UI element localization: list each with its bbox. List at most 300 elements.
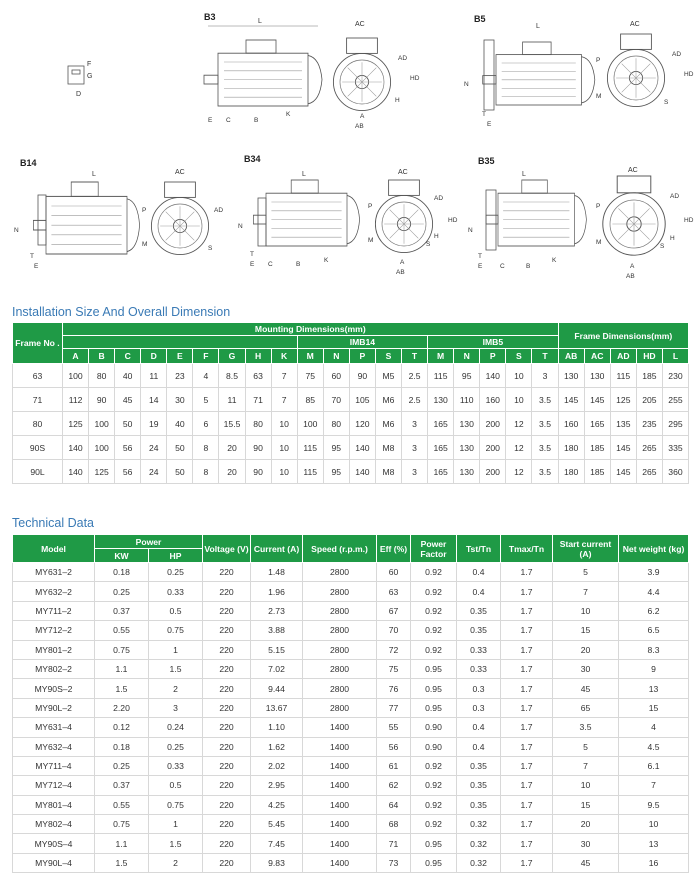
table-cell: 24 — [141, 436, 167, 460]
tmax-header: Tmax/Tn — [501, 535, 553, 563]
installation-col-header: N — [323, 349, 349, 364]
table-row — [13, 795, 689, 814]
table-cell: 10 — [553, 776, 619, 795]
table-cell: 0.3 — [457, 679, 501, 698]
motor-dimension-drawings — [0, 0, 700, 300]
table-cell: 3.5 — [553, 718, 619, 737]
table-cell: 1400 — [303, 795, 377, 814]
table-cell: 72 — [377, 640, 411, 659]
table-cell: 185 — [584, 460, 610, 484]
svg-text:N: N — [468, 227, 473, 234]
table-cell: 7 — [553, 582, 619, 601]
table-cell: M8 — [375, 436, 401, 460]
table-cell: 55 — [377, 718, 411, 737]
table-cell: 145 — [584, 388, 610, 412]
svg-text:B: B — [296, 261, 301, 268]
table-cell: 3.5 — [532, 412, 558, 436]
table-cell: 255 — [662, 388, 688, 412]
svg-text:C: C — [500, 263, 505, 270]
svg-text:AB: AB — [396, 269, 405, 276]
table-cell: 0.25 — [149, 563, 203, 582]
installation-section-title: Installation Size And Overall Dimension — [12, 305, 231, 319]
table-cell: 71 — [245, 388, 271, 412]
table-cell: 0.33 — [149, 756, 203, 775]
table-cell: 1400 — [303, 776, 377, 795]
installation-col-header: S — [375, 349, 401, 364]
table-row — [13, 718, 689, 737]
net-weight-header: Net weight (kg) — [619, 535, 689, 563]
table-cell: 0.92 — [411, 601, 457, 620]
installation-col-header: S — [506, 349, 532, 364]
speed-header: Speed (r.p.m.) — [303, 535, 377, 563]
installation-table — [12, 322, 689, 484]
table-cell: 70 — [377, 621, 411, 640]
view-title-b35: B35 — [478, 156, 495, 166]
table-cell: 112 — [63, 388, 89, 412]
table-cell: 220 — [203, 640, 251, 659]
model-cell: MY632–4 — [13, 737, 95, 756]
table-cell: 0.75 — [95, 815, 149, 834]
table-row — [13, 834, 689, 853]
table-cell: 0.35 — [457, 795, 501, 814]
svg-text:S: S — [660, 243, 665, 250]
installation-col-header: H — [245, 349, 271, 364]
table-cell: 265 — [636, 436, 662, 460]
table-cell: M6 — [375, 388, 401, 412]
table-cell: 3.5 — [532, 460, 558, 484]
svg-text:AC: AC — [355, 21, 365, 28]
table-cell: 1.7 — [501, 601, 553, 620]
svg-text:C: C — [268, 261, 273, 268]
table-cell: 0.33 — [457, 659, 501, 678]
table-cell: 56 — [115, 460, 141, 484]
table-cell: 1.5 — [95, 853, 149, 872]
model-cell: MY801–4 — [13, 795, 95, 814]
table-cell: 64 — [377, 795, 411, 814]
table-cell: 1.7 — [501, 563, 553, 582]
table-cell: 20 — [219, 460, 245, 484]
svg-text:AB: AB — [355, 123, 364, 130]
table-cell: 45 — [115, 388, 141, 412]
table-cell: 200 — [480, 460, 506, 484]
table-cell: 145 — [610, 436, 636, 460]
frame-no-cell: 80 — [13, 412, 63, 436]
shaft-label-d: D — [76, 91, 82, 98]
svg-text:K: K — [552, 257, 557, 264]
table-cell: 145 — [610, 460, 636, 484]
imb5-header: IMB5 — [428, 336, 559, 349]
table-cell: 130 — [454, 412, 480, 436]
svg-text:N: N — [238, 223, 243, 230]
table-cell: 0.95 — [411, 853, 457, 872]
table-cell: 7.45 — [251, 834, 303, 853]
table-cell: 40 — [167, 412, 193, 436]
kw-header: KW — [95, 549, 149, 563]
svg-text:HD: HD — [684, 217, 694, 224]
imb14-header: IMB14 — [297, 336, 427, 349]
svg-text:AC: AC — [398, 169, 408, 176]
table-cell: 0.35 — [457, 621, 501, 640]
table-cell: 13.67 — [251, 698, 303, 717]
table-cell: 3.5 — [532, 388, 558, 412]
table-cell: 20 — [553, 640, 619, 659]
view-b34 — [238, 154, 458, 276]
table-cell: 2.95 — [251, 776, 303, 795]
table-cell: 1.7 — [501, 640, 553, 659]
table-cell: 12 — [506, 460, 532, 484]
model-cell: MY712–4 — [13, 776, 95, 795]
table-cell: 15 — [619, 698, 689, 717]
table-cell: 220 — [203, 795, 251, 814]
table-cell: 220 — [203, 582, 251, 601]
technical-table — [12, 534, 689, 873]
technical-section-title: Technical Data — [12, 516, 94, 530]
model-cell: MY801–2 — [13, 640, 95, 659]
table-cell: 100 — [89, 412, 115, 436]
table-cell: 73 — [377, 853, 411, 872]
table-cell: 16 — [619, 853, 689, 872]
svg-text:T: T — [30, 253, 34, 260]
table-cell: 50 — [115, 412, 141, 436]
table-cell: 11 — [219, 388, 245, 412]
svg-text:A: A — [400, 259, 405, 266]
table-cell: 0.92 — [411, 756, 457, 775]
table-row — [13, 698, 689, 717]
table-cell: 95 — [323, 436, 349, 460]
table-cell: 0.95 — [411, 698, 457, 717]
table-cell: 2 — [149, 853, 203, 872]
table-cell: 0.32 — [457, 815, 501, 834]
installation-col-header: E — [167, 349, 193, 364]
table-cell: 130 — [584, 364, 610, 388]
svg-text:L: L — [536, 23, 540, 30]
table-cell: 335 — [662, 436, 688, 460]
table-cell: 1.7 — [501, 853, 553, 872]
table-cell: 61 — [377, 756, 411, 775]
table-cell: 0.35 — [457, 601, 501, 620]
table-cell: 2800 — [303, 621, 377, 640]
installation-col-header: A — [63, 349, 89, 364]
table-cell: 0.18 — [95, 563, 149, 582]
svg-text:K: K — [286, 111, 291, 118]
svg-text:H: H — [434, 233, 439, 240]
svg-text:AC: AC — [175, 169, 185, 176]
table-cell: 185 — [636, 364, 662, 388]
installation-column-headers — [13, 349, 689, 364]
table-cell: 1.7 — [501, 582, 553, 601]
table-cell: 0.32 — [457, 834, 501, 853]
table-cell: 10 — [506, 388, 532, 412]
view-title-b3: B3 — [204, 12, 216, 22]
model-cell: MY711–4 — [13, 756, 95, 775]
svg-text:AD: AD — [434, 195, 444, 202]
table-cell: 1400 — [303, 756, 377, 775]
svg-text:L: L — [302, 171, 306, 178]
table-cell: 90 — [245, 436, 271, 460]
table-cell: 60 — [377, 563, 411, 582]
shaft-label-f: F — [87, 61, 92, 68]
table-row — [13, 756, 689, 775]
svg-text:HD: HD — [448, 217, 458, 224]
table-cell: 0.37 — [95, 601, 149, 620]
table-cell: 1400 — [303, 815, 377, 834]
table-cell: 1.48 — [251, 563, 303, 582]
table-cell: 1.7 — [501, 737, 553, 756]
installation-col-header: K — [271, 349, 297, 364]
svg-text:B: B — [526, 263, 531, 270]
table-cell: 0.25 — [95, 582, 149, 601]
table-cell: 63 — [377, 582, 411, 601]
table-cell: 90 — [349, 364, 375, 388]
model-cell: MY802–2 — [13, 659, 95, 678]
table-row — [13, 815, 689, 834]
frame-no-cell: 90L — [13, 460, 63, 484]
table-cell: 70 — [323, 388, 349, 412]
table-cell: 0.92 — [411, 640, 457, 659]
table-cell: 1.7 — [501, 698, 553, 717]
table-cell: 0.33 — [457, 640, 501, 659]
svg-text:E: E — [487, 121, 492, 128]
model-cell: MY802–4 — [13, 815, 95, 834]
table-cell: 140 — [349, 436, 375, 460]
table-row — [13, 388, 689, 412]
svg-text:P: P — [596, 57, 601, 64]
eff-header: Eff (%) — [377, 535, 411, 563]
table-cell: 1.7 — [501, 776, 553, 795]
model-cell: MY712–2 — [13, 621, 95, 640]
table-cell: 56 — [115, 436, 141, 460]
table-cell: 5 — [553, 737, 619, 756]
table-cell: 3 — [149, 698, 203, 717]
view-title-b14: B14 — [20, 158, 37, 168]
table-cell: 50 — [167, 436, 193, 460]
table-cell: 9.5 — [619, 795, 689, 814]
view-title-b5: B5 — [474, 14, 486, 24]
svg-text:P: P — [596, 203, 601, 210]
installation-col-header: P — [349, 349, 375, 364]
view-b35 — [468, 156, 694, 280]
table-cell: 130 — [454, 436, 480, 460]
table-cell: M5 — [375, 364, 401, 388]
table-row — [13, 621, 689, 640]
installation-col-header: AD — [610, 349, 636, 364]
installation-col-header: HD — [636, 349, 662, 364]
svg-text:N: N — [464, 81, 469, 88]
table-cell: 2.20 — [95, 698, 149, 717]
table-cell: 0.18 — [95, 737, 149, 756]
table-row — [13, 412, 689, 436]
table-cell: 120 — [349, 412, 375, 436]
svg-text:K: K — [324, 257, 329, 264]
shaft-label-g: G — [87, 73, 93, 80]
table-cell: 0.37 — [95, 776, 149, 795]
table-cell: 1.10 — [251, 718, 303, 737]
table-cell: 235 — [636, 412, 662, 436]
view-b14 — [14, 158, 223, 270]
table-row — [13, 601, 689, 620]
table-cell: 0.12 — [95, 718, 149, 737]
table-cell: 220 — [203, 756, 251, 775]
model-cell: MY631–4 — [13, 718, 95, 737]
table-cell: 220 — [203, 834, 251, 853]
table-cell: 0.25 — [95, 756, 149, 775]
table-cell: 6 — [193, 412, 219, 436]
table-cell: 1.7 — [501, 679, 553, 698]
table-cell: 0.4 — [457, 582, 501, 601]
svg-text:L: L — [92, 171, 96, 178]
table-row — [13, 563, 689, 582]
model-cell: MY711–2 — [13, 601, 95, 620]
table-cell: 80 — [89, 364, 115, 388]
table-cell: 15.5 — [219, 412, 245, 436]
table-cell: 7.02 — [251, 659, 303, 678]
table-cell: 4.4 — [619, 582, 689, 601]
table-cell: 1.7 — [501, 718, 553, 737]
installation-col-header: B — [89, 349, 115, 364]
svg-text:AD: AD — [670, 193, 680, 200]
model-cell: MY632–2 — [13, 582, 95, 601]
table-cell: 10 — [506, 364, 532, 388]
table-cell: 1.62 — [251, 737, 303, 756]
table-cell: 1400 — [303, 718, 377, 737]
svg-text:E: E — [250, 261, 255, 268]
table-cell: 10 — [619, 815, 689, 834]
svg-text:HD: HD — [684, 71, 694, 78]
table-cell: 0.4 — [457, 718, 501, 737]
frame-no-cell: 71 — [13, 388, 63, 412]
table-cell: 140 — [480, 364, 506, 388]
table-cell: 11 — [141, 364, 167, 388]
table-cell: 1 — [149, 640, 203, 659]
table-cell: 7 — [271, 364, 297, 388]
table-cell: 115 — [297, 460, 323, 484]
table-cell: 360 — [662, 460, 688, 484]
table-cell: 0.92 — [411, 795, 457, 814]
table-cell: 71 — [377, 834, 411, 853]
power-header: Power — [95, 535, 203, 549]
table-cell: 67 — [377, 601, 411, 620]
model-cell: MY631–2 — [13, 563, 95, 582]
table-cell: 75 — [297, 364, 323, 388]
svg-text:A: A — [360, 113, 365, 120]
table-cell: 85 — [297, 388, 323, 412]
table-cell: 200 — [480, 412, 506, 436]
table-cell: 220 — [203, 659, 251, 678]
svg-text:L: L — [258, 18, 262, 25]
start-current-header: Start current (A) — [553, 535, 619, 563]
table-cell: M8 — [375, 460, 401, 484]
table-cell: 5 — [193, 388, 219, 412]
table-cell: 7 — [271, 388, 297, 412]
table-cell: 0.5 — [149, 776, 203, 795]
table-cell: 0.92 — [411, 776, 457, 795]
frame-no-header: Frame No . — [13, 323, 63, 364]
table-cell: 3.9 — [619, 563, 689, 582]
installation-col-header: T — [402, 349, 428, 364]
installation-col-header: F — [193, 349, 219, 364]
table-cell: 7 — [619, 776, 689, 795]
installation-col-header: D — [141, 349, 167, 364]
table-cell: 0.55 — [95, 621, 149, 640]
svg-text:T: T — [250, 251, 254, 258]
svg-text:E: E — [208, 117, 213, 124]
svg-text:S: S — [664, 99, 669, 106]
table-cell: 220 — [203, 601, 251, 620]
installation-col-header: AC — [584, 349, 610, 364]
svg-text:M: M — [596, 239, 602, 246]
table-cell: 1400 — [303, 853, 377, 872]
frame-no-cell: 63 — [13, 364, 63, 388]
table-cell: 60 — [323, 364, 349, 388]
table-cell: 8.5 — [219, 364, 245, 388]
table-cell: 3 — [532, 364, 558, 388]
table-cell: 8 — [193, 460, 219, 484]
table-cell: 0.75 — [149, 621, 203, 640]
table-cell: 220 — [203, 776, 251, 795]
table-cell: 105 — [349, 388, 375, 412]
table-cell: 95 — [454, 364, 480, 388]
hp-header: HP — [149, 549, 203, 563]
table-cell: 2.02 — [251, 756, 303, 775]
table-cell: 160 — [558, 412, 584, 436]
svg-text:AD: AD — [214, 207, 224, 214]
table-cell: 140 — [63, 436, 89, 460]
frame-dimensions-header: Frame Dimensions(mm) — [558, 323, 688, 349]
table-cell: 0.95 — [411, 659, 457, 678]
table-cell: 0.25 — [149, 737, 203, 756]
table-cell: 295 — [662, 412, 688, 436]
table-cell: 1.7 — [501, 795, 553, 814]
table-cell: 2.73 — [251, 601, 303, 620]
view-b5 — [464, 14, 694, 128]
table-cell: 100 — [89, 436, 115, 460]
mounting-dimensions-header: Mounting Dimensions(mm) — [63, 323, 559, 336]
table-cell: 1400 — [303, 834, 377, 853]
table-cell: 0.92 — [411, 563, 457, 582]
table-cell: 220 — [203, 815, 251, 834]
table-cell: 19 — [141, 412, 167, 436]
model-cell: MY90L–2 — [13, 698, 95, 717]
frame-no-cell: 90S — [13, 436, 63, 460]
table-cell: 24 — [141, 460, 167, 484]
svg-text:B: B — [254, 117, 259, 124]
svg-text:P: P — [142, 207, 147, 214]
table-cell: 1.96 — [251, 582, 303, 601]
table-cell: 100 — [297, 412, 323, 436]
table-cell: 3 — [402, 436, 428, 460]
table-cell: 2800 — [303, 698, 377, 717]
table-cell: 12 — [506, 412, 532, 436]
voltage-header: Voltage (V) — [203, 535, 251, 563]
table-cell: 9 — [619, 659, 689, 678]
table-cell: 30 — [553, 659, 619, 678]
table-cell: 1.7 — [501, 621, 553, 640]
table-cell: 0.4 — [457, 737, 501, 756]
table-cell: 23 — [167, 364, 193, 388]
table-cell: 5.45 — [251, 815, 303, 834]
current-header: Current (A) — [251, 535, 303, 563]
table-cell: 220 — [203, 621, 251, 640]
table-cell: 68 — [377, 815, 411, 834]
svg-text:A: A — [630, 263, 635, 270]
table-cell: 2800 — [303, 563, 377, 582]
svg-text:C: C — [226, 117, 231, 124]
table-cell: 0.92 — [411, 582, 457, 601]
installation-col-header: M — [297, 349, 323, 364]
table-cell: 205 — [636, 388, 662, 412]
table-cell: 1400 — [303, 737, 377, 756]
model-cell: MY90S–2 — [13, 679, 95, 698]
